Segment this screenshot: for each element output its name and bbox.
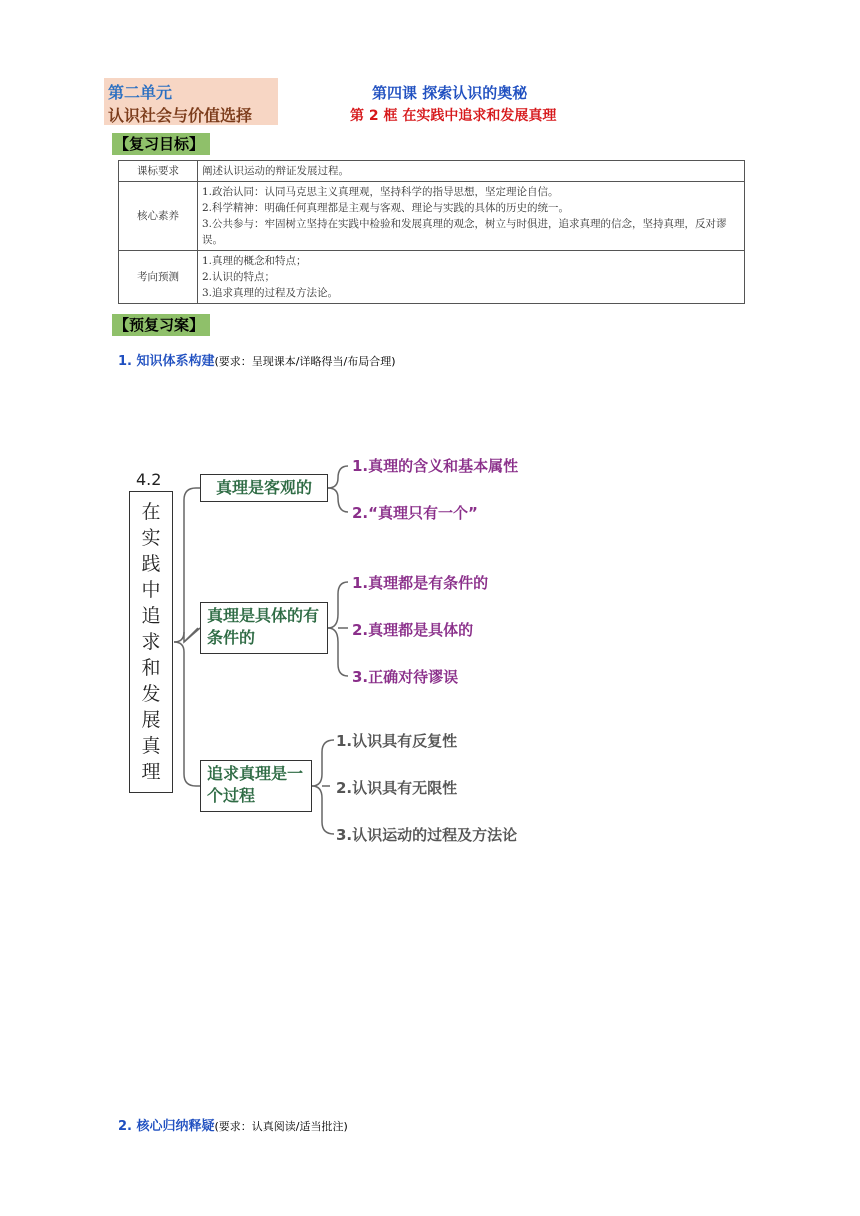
leaf-item: 1.真理都是有条件的 [352, 574, 489, 592]
leaf-item: 1.真理的含义和基本属性 [352, 457, 519, 475]
row-line: 阐述认识运动的辩证发展过程。 [202, 165, 349, 177]
leaf-item: 3.正确对待谬误 [352, 668, 459, 686]
item1-requirement: (要求：呈现课本/详略得当/布局合理) [214, 355, 396, 368]
root-char: 追 [141, 605, 161, 627]
leaf-item: 3.认识运动的过程及方法论 [336, 826, 518, 844]
mindmap-number: 4.2 [136, 470, 162, 489]
root-char: 和 [141, 657, 161, 679]
root-char: 发 [141, 683, 161, 705]
row-line: 2.科学精神：明确任何真理都是主观与客观、理论与实践的具体的历史的统一。 [202, 202, 570, 214]
preview-tag: 【预复习案】 [112, 314, 210, 336]
root-char: 践 [141, 553, 161, 575]
review-goals-tag: 【复习目标】 [112, 133, 210, 155]
lesson-title: 第四课 探索认识的奥秘 [372, 84, 528, 102]
row-label: 考向预测 [119, 251, 198, 304]
item1-title: 1. 知识体系构建 [118, 354, 215, 369]
row-line: 1.真理的概念和特点； [202, 255, 307, 267]
root-char: 中 [141, 579, 161, 601]
row-label: 课标要求 [119, 161, 198, 182]
root-char: 求 [141, 631, 161, 653]
root-char: 真 [141, 735, 161, 757]
unit-title: 认识社会与价值选择 [108, 106, 253, 125]
branch-process: 追求真理是一个过程 [200, 760, 312, 812]
unit-number: 第二单元 [108, 83, 173, 102]
row-line: 1.政治认同：认同马克思主义真理观，坚持科学的指导思想，坚定理论自信。 [202, 186, 559, 198]
branch-objective: 真理是客观的 [200, 474, 328, 502]
root-char: 展 [141, 709, 161, 731]
root-char: 实 [141, 527, 161, 549]
item2-requirement: (要求：认真阅读/适当批注) [214, 1120, 348, 1133]
row-line: 3.追求真理的过程及方法论。 [202, 287, 339, 299]
mindmap-root [129, 491, 173, 793]
section-title: 第 2 框 在实践中追求和发展真理 [350, 108, 557, 124]
root-char: 在 [141, 501, 161, 523]
row-label: 核心素养 [119, 182, 198, 251]
row-line: 2.认识的特点； [202, 271, 276, 283]
leaf-item: 2.认识具有无限性 [336, 779, 458, 797]
row-line: 3.公共参与：牢固树立坚持在实践中检验和发展真理的观念，树立与时俱进，追求真理的信念，坚持真理，反对谬误。 [202, 218, 727, 246]
leaf-item: 2.“真理只有一个” [352, 504, 478, 522]
branch-concrete: 真理是具体的有条件的 [200, 602, 328, 654]
item2-heading [118, 1115, 348, 1134]
leaf-item: 2.真理都是具体的 [352, 621, 474, 639]
root-char: 理 [141, 761, 161, 783]
leaf-item: 1.认识具有反复性 [336, 732, 458, 750]
item2-title: 2. 核心归纳释疑 [118, 1119, 215, 1134]
